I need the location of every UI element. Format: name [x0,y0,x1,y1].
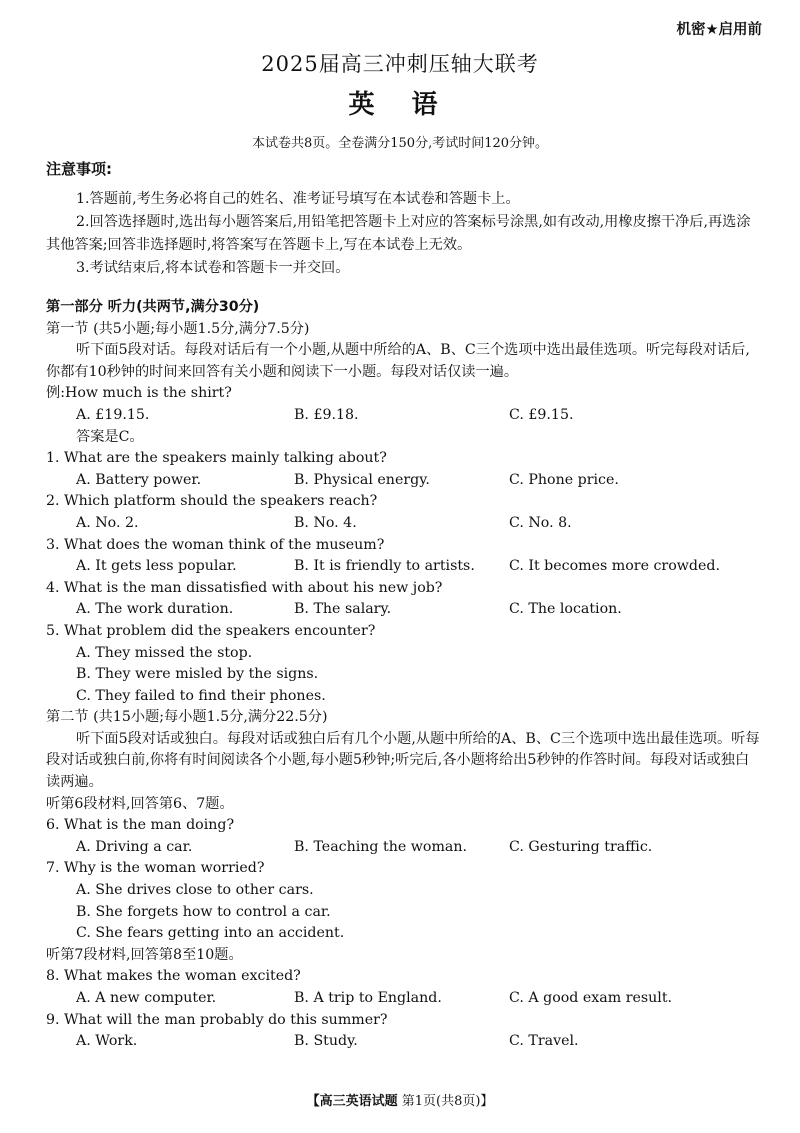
option-row [46,556,760,578]
part-heading: 第一部分 听力(共两节,满分30分) [46,299,260,315]
option: A. It gets less popular. [76,558,237,575]
option: A. Work. [76,1033,138,1050]
option: A. £19.15. [76,406,150,423]
option: C. It becomes more crowded. [509,558,720,575]
option: B. She forgets how to control a car. [76,903,331,920]
option-row [46,470,760,492]
material-label: 听第7段材料,回答第8至10题。 [46,946,243,963]
option: C. Phone price. [509,471,619,488]
option: C. They failed to find their phones. [76,687,326,704]
confidential-mark: 机密★启用前 [676,22,762,38]
option-row [46,1031,760,1053]
example-answer: 答案是C。 [76,428,144,445]
option: A. A new computer. [76,990,217,1006]
section-heading: 第二节 (共15小题;每小题1.5分,满分22.5分) [46,709,328,726]
option: C. £9.15. [509,406,574,423]
option-row [46,405,760,427]
option: B. A trip to England. [294,990,442,1006]
option: C. Travel. [509,1033,579,1050]
option: A. The work duration. [76,601,234,618]
page-footer [0,1090,800,1109]
section-instructions: 听下面5段对话或独白。每段对话或独白后有几个小题,从题中所给的A、B、C三个选项中选出最佳选项。听每段对话或独白前,你将有时间阅读各个小题,每小题5秒钟;听完后,各小题将给出5秒钟的作答时间。每段对话或独白读两遍。 [46,730,760,791]
question: 3. What does the woman think of the museum? [46,536,385,553]
option: B. Study. [294,1033,358,1050]
option: A. Battery power. [76,471,202,488]
question: 8. What makes the woman excited? [46,968,301,985]
option: B. £9.18. [294,406,359,423]
note-item: 1.答题前,考生务必将自己的姓名、准考证号填写在本试卷和答题卡上。 [76,191,520,207]
option: B. No. 4. [294,514,357,531]
notes-heading: 注意事项: [46,160,112,178]
subject-title: 英 语 [348,90,452,120]
question: 9. What will the man probably do this summer? [46,1011,388,1028]
option-row [46,988,760,1010]
option: B. They were misled by the signs. [76,666,319,683]
exam-info: 本试卷共8页。全卷满分150分,考试时间120分钟。 [251,136,549,151]
option-row [46,837,760,859]
section-heading: 第一节 (共5小题;每小题1.5分,满分7.5分) [46,320,310,337]
material-label: 听第6段材料,回答第6、7题。 [46,795,234,812]
note-item: 3.考试结束后,将本试卷和答题卡一并交回。 [76,260,350,276]
exam-title: 2025届高三冲刺压轴大联考 [261,52,539,76]
option: C. The location. [509,601,622,618]
example-question: 例:How much is the shirt? [46,385,232,402]
option: B. The salary. [294,601,392,618]
exam-body [46,188,760,1053]
option: B. Teaching the woman. [294,838,467,855]
option: A. They missed the stop. [76,644,253,661]
footer-paper: 【高三英语试题 [306,1094,398,1109]
note-item: 2.回答选择题时,选出每小题答案后,用铅笔把答题卡上对应的答案标号涂黑,如有改动,用橡皮擦干净后,再选涂其他答案;回答非选择题时,将答案写在答题卡上,写在本试卷上无效。 [46,214,751,253]
option: A. She drives close to other cars. [76,882,314,899]
footer-page: 第1页(共8页)】 [401,1094,494,1109]
question: 2. Which platform should the speakers reach? [46,493,378,510]
option: B. It is friendly to artists. [294,558,475,575]
option: C. No. 8. [509,514,572,531]
question: 1. What are the speakers mainly talking about? [46,450,387,467]
option-row [46,599,760,621]
option: A. No. 2. [76,514,139,531]
section-instructions: 听下面5段对话。每段对话后有一个小题,从题中所给的A、B、C三个选项中选出最佳选项。听完每段对话后,你都有10秒钟的时间来回答有关小题和阅读下一小题。每段对话仅读一遍。 [46,342,750,380]
question: 5. What problem did the speakers encounter? [46,622,376,639]
question: 6. What is the man doing? [46,817,235,834]
option: C. A good exam result. [509,990,673,1006]
option: C. Gesturing traffic. [509,838,653,855]
option: C. She fears getting into an accident. [76,925,345,942]
option: B. Physical energy. [294,471,430,488]
question: 7. Why is the woman worried? [46,860,265,877]
option-row [46,513,760,535]
option: A. Driving a car. [76,838,193,855]
question: 4. What is the man dissatisfied with about his new job? [46,579,443,596]
